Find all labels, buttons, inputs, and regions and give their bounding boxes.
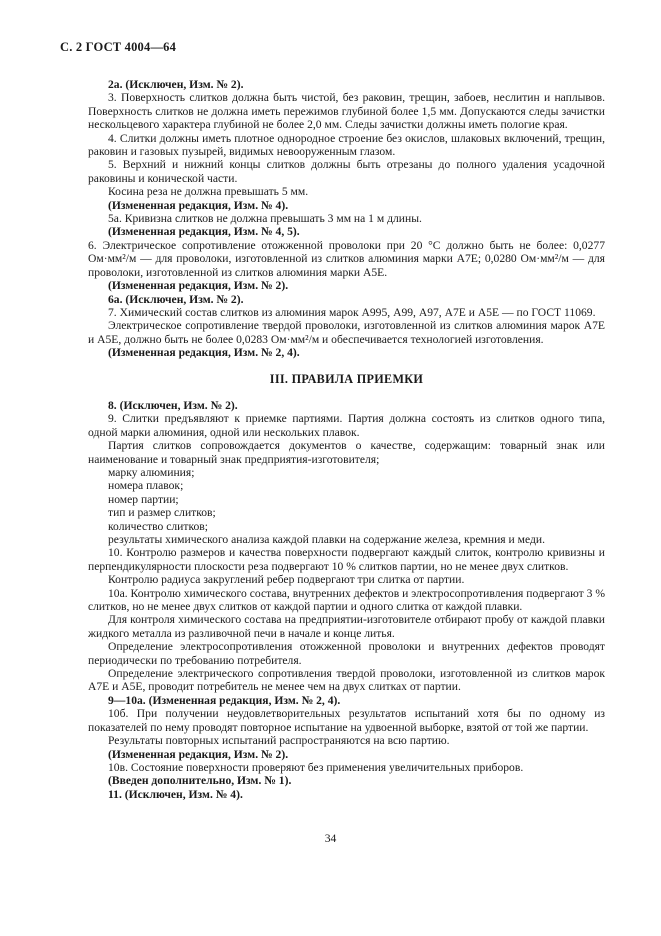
- paragraph: 4. Слитки должны иметь плотное однородное строение без окислов, шлаковых включений, трещин, раковин и газовых пузырей, видимых невооруженным глазом.: [88, 131, 605, 159]
- paragraph: количество слитков;: [108, 519, 208, 533]
- document-body: [88, 78, 605, 801]
- paragraph: 9. Слитки предъявляют к приемке партиями. Партия должна состоять из слитков одного типа, одной марки алюминия, одной или нескольких плавок.: [88, 412, 605, 439]
- paragraph: Партия слитков сопровождается документов о качестве, содержащим: товарный знак или наименование и товарный знак предприятия-изготовителя;: [88, 439, 605, 466]
- paragraph: 5а. Кривизна слитков не должна превышать 3 мм на 1 м длины.: [108, 212, 422, 226]
- paragraph: Результаты повторных испытаний распространяются на всю партию.: [108, 734, 450, 748]
- paragraph: Определение электрического сопротивления твердой проволоки, изготовленной из слитков марок А7Е и А5Е, проводит потребитель не менее чем на двух слитках от партии.: [88, 667, 605, 694]
- amendment-note: (Введен дополнительно, Изм. № 1).: [108, 774, 292, 788]
- paragraph: 7. Химический состав слитков из алюминия марок А995, А99, А97, А7Е и А5Е — по ГОСТ 11069.: [108, 305, 596, 319]
- amendment-note: 2а. (Исключен, Изм. № 2).: [108, 78, 244, 91]
- paragraph: номера плавок;: [108, 479, 184, 493]
- section-acceptance-rules: [88, 399, 605, 801]
- amendment-note: (Измененная редакция, Изм. № 2, 4).: [108, 346, 300, 360]
- paragraph: результаты химического анализа каждой плавки на содержание железа, кремния и меди.: [108, 533, 545, 546]
- paragraph: 3. Поверхность слитков должна быть чистой, без раковин, трещин, забоев, неслитин и наплывов. Поверхность слитков не должна иметь пережимов глубиной более 1,5 мм. Допускаются следы зачистки нескольцевого характера глубиной не более 2,0 мм. Следы зачистки должны иметь пологие края.: [88, 91, 605, 132]
- paragraph: 6. Электрическое сопротивление отожженной проволоки при 20 °С должно быть не более: 0,0277 Ом·мм²/м — для проволоки, изготовленной из слитков алюминия марки А7Е; 0,0280 Ом·мм²/м — для проволоки, изготовленной из слитков алюминия марки А5Е.: [88, 238, 605, 279]
- amendment-note: 6а. (Исключен, Изм. № 2).: [108, 292, 244, 306]
- page-number: 34: [324, 832, 337, 845]
- section-technical-requirements: [88, 78, 605, 360]
- amendment-note: (Измененная редакция, Изм. № 2).: [108, 279, 289, 293]
- paragraph: тип и размер слитков;: [108, 506, 216, 520]
- paragraph: номер партии;: [108, 492, 179, 506]
- paragraph: марку алюминия;: [108, 465, 195, 479]
- paragraph: Контролю радиуса закруглений ребер подвергают три слитка от партии.: [108, 573, 465, 587]
- amendment-note: 8. (Исключен, Изм. № 2).: [108, 398, 238, 412]
- amendment-note: (Измененная редакция, Изм. № 2).: [108, 747, 289, 761]
- section-heading: III. ПРАВИЛА ПРИЕМКИ: [269, 371, 424, 386]
- running-header: С. 2 ГОСТ 4004—64: [60, 40, 177, 54]
- amendment-note: 11. (Исключен, Изм. № 4).: [108, 787, 243, 801]
- paragraph: 10. Контролю размеров и качества поверхности подвергают каждый слиток, контролю кривизны и перпендикулярности плоскости реза подвергают 10 % слитков партии, но не менее двух слитков.: [88, 546, 605, 573]
- paragraph: Для контроля химического состава на предприятии-изготовителе отбирают пробу от каждой плавки жидкого металла из разливочной печи в начале и конце литья.: [88, 613, 605, 640]
- paragraph: Электрическое сопротивление твердой проволоки, изготовленной из слитков алюминия марок А7Е и А5Е, должно быть не более 0,0283 Ом·мм²/м и обеспечивается технологией изготовления.: [88, 319, 605, 346]
- paragraph: 10в. Состояние поверхности проверяют без применения увеличительных приборов.: [108, 760, 524, 774]
- amendment-note: (Измененная редакция, Изм. № 4).: [108, 198, 289, 212]
- paragraph: 10б. При получении неудовлетворительных результатов испытаний хотя бы по одному из показателей по нему проводят повторное испытание на удвоенной выборке, взятой от той же партии.: [88, 707, 605, 734]
- amendment-note: 9—10а. (Измененная редакция, Изм. № 2, 4).: [108, 693, 341, 707]
- paragraph: Косина реза не должна превышать 5 мм.: [108, 185, 309, 199]
- paragraph: 5. Верхний и нижний концы слитков должны быть отрезаны до полного удаления усадочной раковины и конической части.: [88, 158, 605, 185]
- paragraph: Определение электросопротивления отожженной проволоки и внутренних дефектов проводят периодически по требованию потребителя.: [88, 640, 605, 667]
- amendment-note: (Измененная редакция, Изм. № 4, 5).: [108, 225, 300, 239]
- paragraph: 10а. Контролю химического состава, внутренних дефектов и электросопротивления подвергают 3 % слитков, но не менее двух слитков от каждой партии и одного слитка от каждой плавки.: [88, 586, 605, 614]
